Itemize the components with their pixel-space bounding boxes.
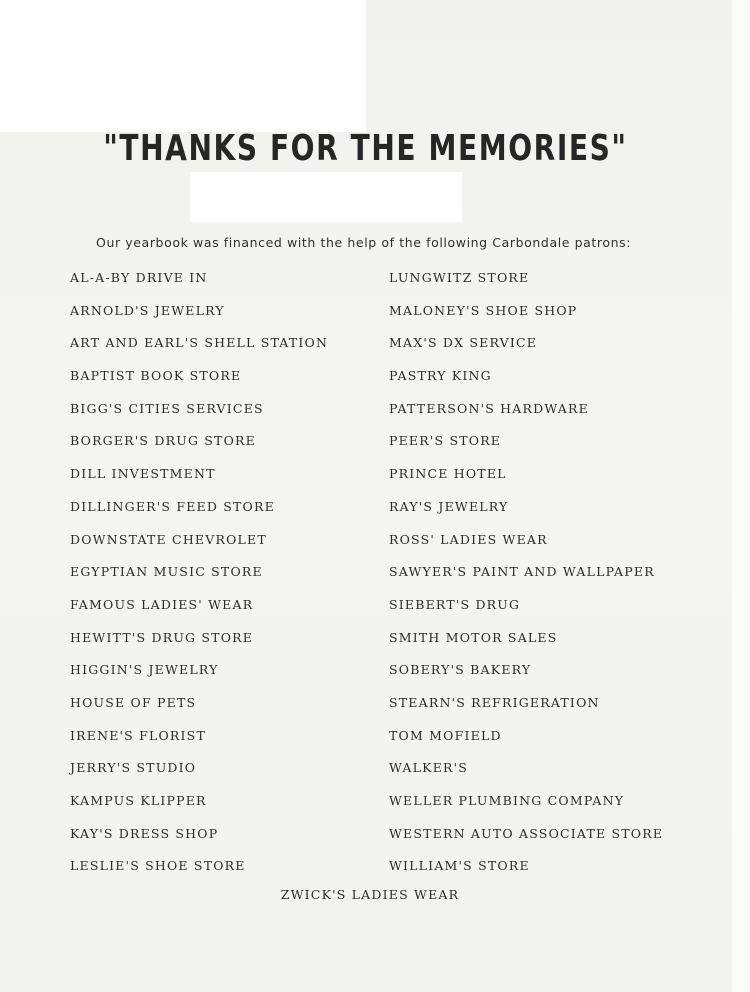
patron-item: HOUSE OF PETS [70, 694, 197, 710]
page-edge [732, 0, 750, 992]
patron-item: LESLIE'S SHOE STORE [70, 858, 246, 874]
patron-item: ART AND EARL'S SHELL STATION [70, 335, 329, 351]
patron-item: KAMPUS KLIPPER [70, 793, 207, 808]
patron-item: HIGGIN'S JEWELRY [70, 662, 219, 678]
patron-item: WALKER'S [389, 760, 469, 776]
patron-item: WESTERN AUTO ASSOCIATE STORE [389, 825, 664, 841]
patron-item: PASTRY KING [389, 368, 492, 384]
page-title: "THANKS FOR THE MEMORIES" [103, 128, 628, 169]
patron-item: WELLER PLUMBING COMPANY [389, 793, 625, 808]
patron-item: PRINCE HOTEL [389, 466, 507, 482]
patron-item: TOM MOFIELD [389, 727, 502, 743]
patron-item: SIEBERT'S DRUG [389, 596, 521, 612]
patron-item: BAPTIST BOOK STORE [70, 368, 242, 384]
patron-list-right [389, 262, 663, 883]
intro-text: Our yearbook was financed with the help of the following Carbondale patrons: [96, 235, 632, 250]
patron-list-left [70, 262, 328, 883]
patron-item: LUNGWITZ STORE [389, 270, 530, 285]
patron-item: DOWNSTATE CHEVROLET [70, 531, 267, 547]
patron-item: EGYPTIAN MUSIC STORE [70, 564, 263, 580]
patron-item: SAWYER'S PAINT AND WALLPAPER [389, 564, 655, 580]
patron-item: MALONEY'S SHOE SHOP [389, 302, 578, 318]
patron-item: SMITH MOTOR SALES [389, 629, 558, 645]
patron-item: SOBERY'S BAKERY [389, 662, 532, 678]
patron-item: ROSS' LADIES WEAR [389, 531, 548, 547]
patron-item: HEWITT'S DRUG STORE [70, 629, 254, 645]
patron-item: BORGER'S DRUG STORE [70, 433, 256, 449]
patron-item: AL-A-BY DRIVE IN [70, 270, 208, 285]
patron-item: PEER'S STORE [389, 433, 502, 449]
patron-item: WILLIAM'S STORE [389, 858, 530, 874]
patron-item: MAX'S DX SERVICE [389, 335, 538, 351]
blank-patch-under-title [190, 172, 462, 222]
patron-item: PATTERSON'S HARDWARE [389, 400, 589, 416]
patron-item: ARNOLD'S JEWELRY [70, 302, 225, 318]
patron-item: IRENE'S FLORIST [70, 727, 206, 743]
patron-item: DILLINGER'S FEED STORE [70, 498, 275, 514]
blank-patch-top-left [0, 0, 366, 132]
patron-item: KAY'S DRESS SHOP [70, 825, 219, 841]
patron-item: JERRY'S STUDIO [70, 760, 197, 776]
patron-item: DILL INVESTMENT [70, 466, 216, 482]
patron-item: BIGG'S CITIES SERVICES [70, 400, 264, 416]
patron-item: FAMOUS LADIES' WEAR [70, 596, 254, 612]
patron-item: RAY'S JEWELRY [389, 498, 509, 514]
patron-item: STEARN'S REFRIGERATION [389, 694, 600, 710]
patron-item-final: ZWICK'S LADIES WEAR [280, 887, 460, 902]
